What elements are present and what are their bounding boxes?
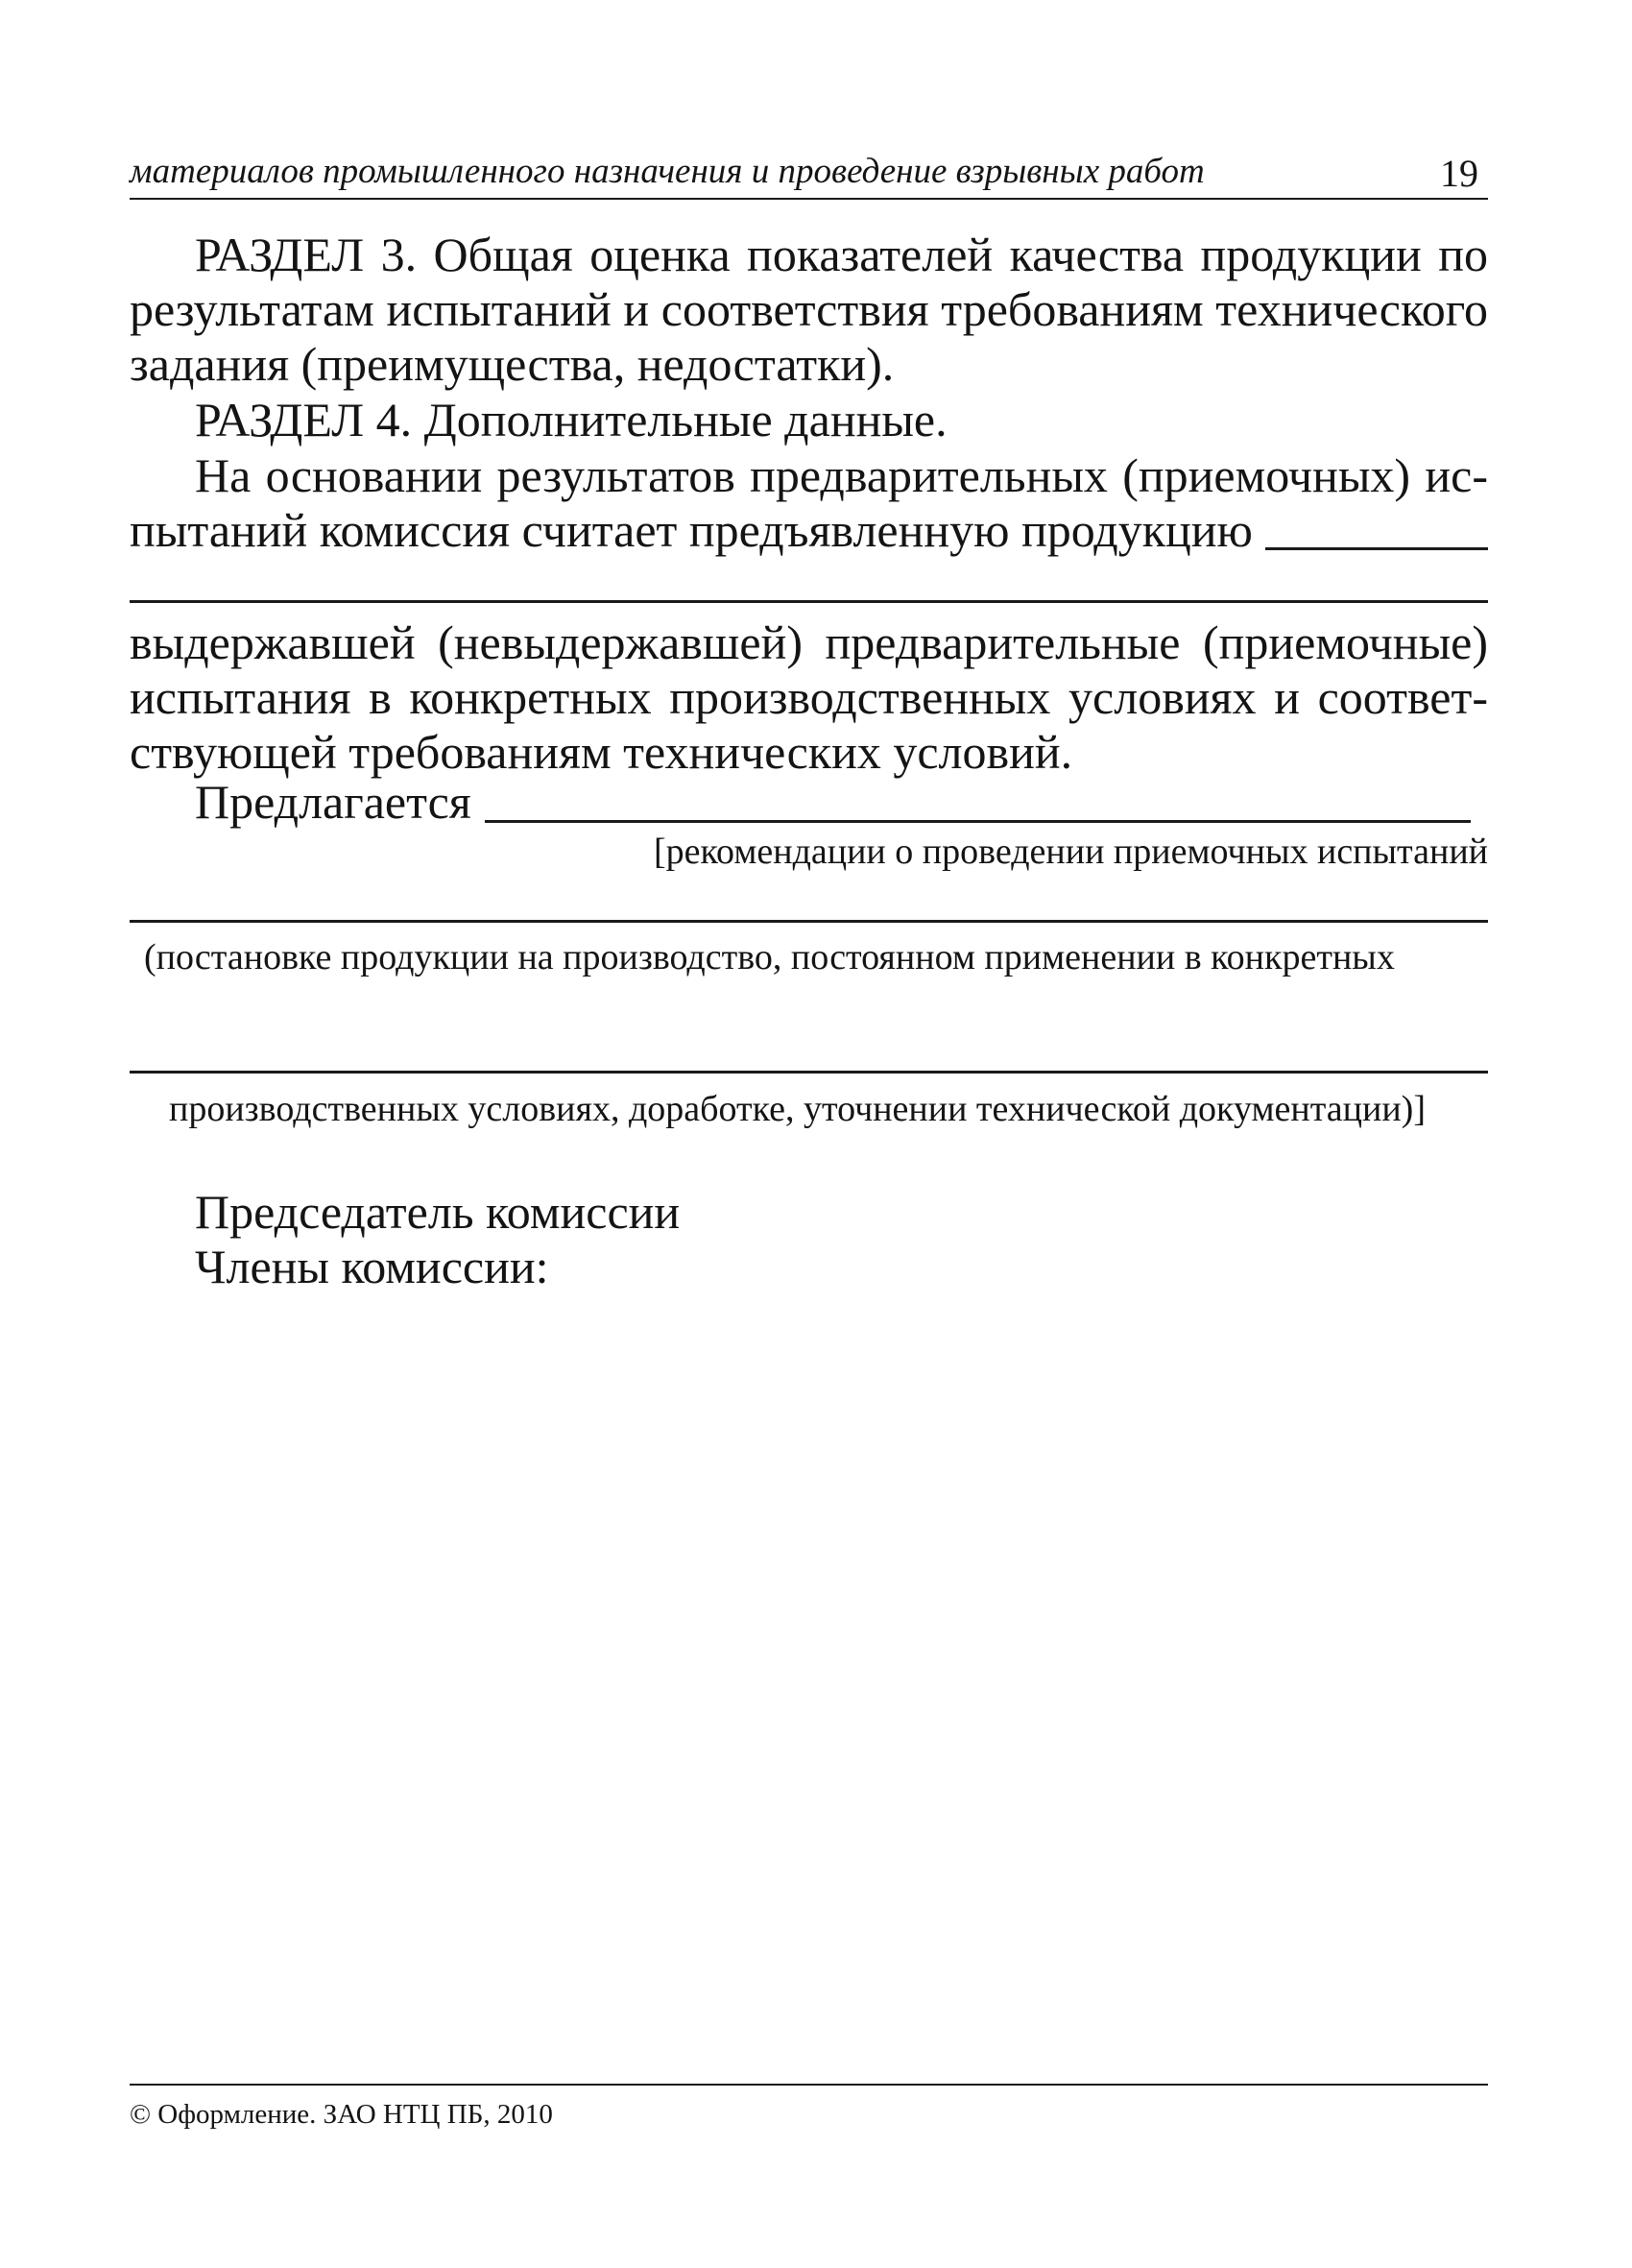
members-label: Члены комиссии: [195,1240,549,1293]
conclusion-line-4: испытания в конкретных производственных условиях и соответ- [130,670,1488,724]
product-blank-line-2 [130,600,1488,603]
product-blank-line [1265,547,1488,550]
proposal-label: Предлагается [195,775,471,829]
proposal-hint-3: производственных условиях, доработке, уточнении технической документации)] [169,1089,1426,1129]
proposal-blank-line-2 [130,920,1488,923]
conclusion-line-1: На основании результатов предварительных (приемочных) ис- [195,448,1488,502]
footer-rule [130,2084,1488,2086]
section3-line-2: результатам испытаний и соответствия требованиям технического [130,282,1488,336]
proposal-hint-1: [рекомендации о проведении приемочных испытаний [653,832,1488,872]
header-rule [130,198,1488,200]
section3-line-3: задания (преимущества, недостатки). [130,337,895,391]
footer-copyright: © Оформление. ЗАО НТЦ ПБ, 2010 [130,2099,553,2130]
proposal-blank-line-3 [130,1071,1488,1074]
running-header-title: материалов промышленного назначения и проведение взрывных работ [130,152,1205,191]
section3-line-1: РАЗДЕЛ 3. Общая оценка показателей качества продукции по [195,228,1488,281]
conclusion-line-3: выдержавшей (невыдержавшей) предварительные (приемочные) [130,615,1488,669]
proposal-blank-line [485,820,1471,823]
section4-heading: РАЗДЕЛ 4. Дополнительные данные. [195,393,948,446]
page-number: 19 [1440,152,1478,195]
proposal-hint-2: (постановке продукции на производство, постоянном применении в конкретных [144,937,1395,977]
conclusion-line-2: пытаний комиссия считает предъявленную продукцию [130,503,1253,557]
chairman-label: Председатель комиссии [195,1185,681,1239]
conclusion-line-5: ствующей требованиям технических условий. [130,725,1073,779]
